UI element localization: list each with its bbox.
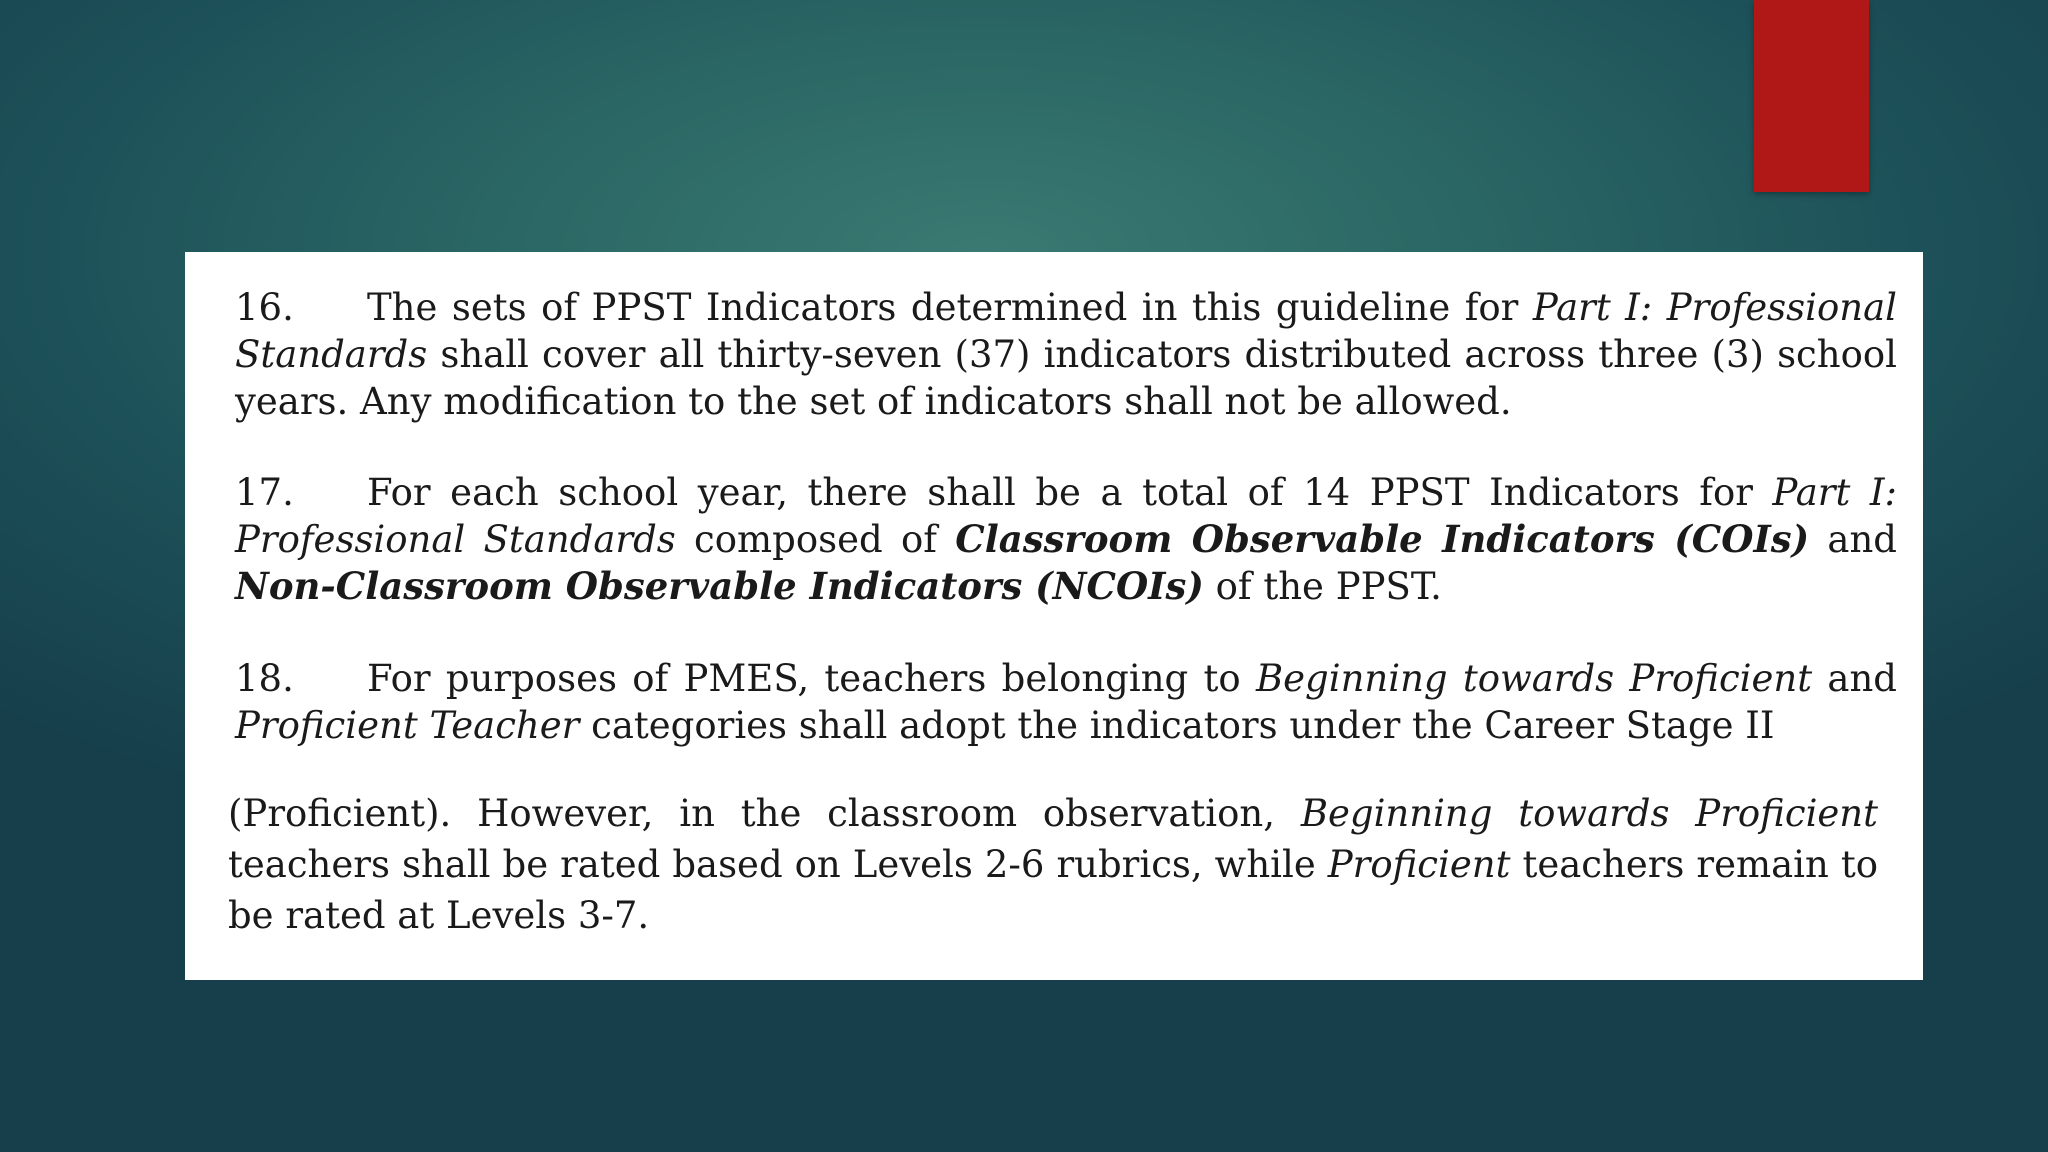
bold-italic-term: Classroom Observable Indicators (COIs)	[955, 517, 1810, 561]
paragraph-number: 18.	[235, 657, 294, 700]
paragraph-18	[235, 655, 1897, 749]
paragraph-text: The sets of PPST Indicators determined in this guideline for	[367, 286, 1533, 329]
italic-term: Proficient	[1327, 843, 1511, 886]
bold-italic-term: Non-Classroom Observable Indicators (NCOIs)	[235, 564, 1204, 608]
paragraph-text: and	[1809, 518, 1897, 561]
paragraph-17	[235, 469, 1897, 610]
paragraph-text: For each school year, there shall be a total of 14 PPST Indicators for	[367, 471, 1773, 514]
paragraph-text: categories shall adopt the indicators under the Career Stage II	[579, 704, 1775, 747]
paragraph-16	[235, 284, 1897, 425]
paragraph-number: 16.	[235, 286, 294, 329]
paragraph-text: (Proficient). However, in the classroom observation,	[228, 792, 1301, 835]
red-accent-tab	[1754, 0, 1869, 192]
paragraph-text: and	[1812, 657, 1897, 700]
italic-term: Proficient Teacher	[235, 704, 580, 747]
paragraph-text: shall cover all thirty-seven (37) indicators distributed across three (3) school years. Any modification to the set of indicators shall not be allowed.	[235, 333, 1897, 423]
italic-term: Beginning towards Proficient	[1300, 792, 1878, 835]
paragraph-text: of the PPST.	[1203, 565, 1442, 608]
paragraph-text: teachers shall be rated based on Levels 2-6 rubrics, while	[228, 843, 1328, 886]
italic-term: Part I: Professional Standards	[235, 286, 1897, 376]
paragraph-text: teachers remain to be rated at Levels 3-7.	[228, 843, 1878, 937]
paragraph-text: For purposes of PMES, teachers belonging to	[367, 657, 1256, 700]
italic-term: Beginning towards Proficient	[1255, 657, 1813, 700]
italic-term: Part I: Professional Standards	[235, 471, 1897, 561]
paragraph-text: composed of	[675, 518, 956, 561]
paragraph-18-continuation	[228, 788, 1878, 941]
paragraph-number: 17.	[235, 471, 294, 514]
document-excerpt	[185, 252, 1923, 980]
